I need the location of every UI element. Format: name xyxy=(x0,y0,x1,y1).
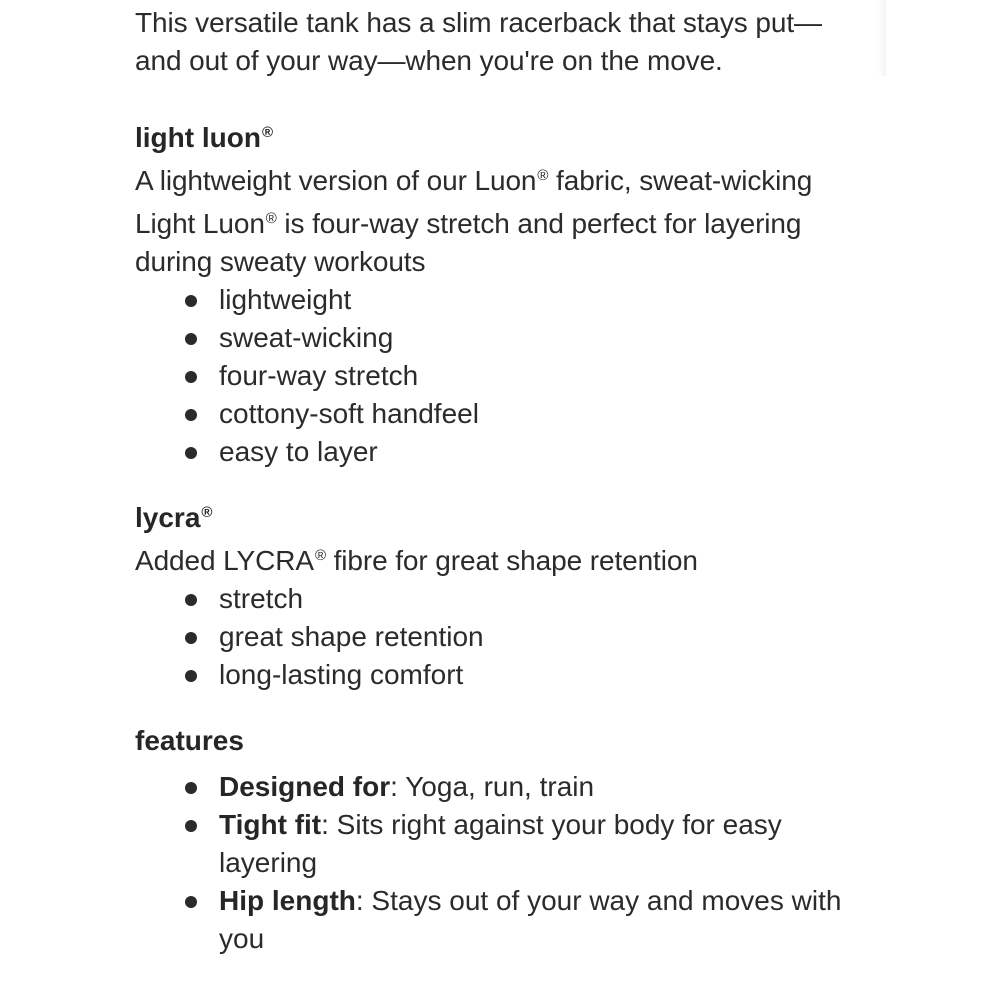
registered-mark: ® xyxy=(261,124,274,141)
lycra-description-part: fibre for great shape retention xyxy=(325,545,698,576)
feature-label: Tight fit xyxy=(219,809,322,840)
list-item-text: cottony-soft handfeel xyxy=(219,398,479,429)
bullet-icon xyxy=(185,333,197,345)
feature-item xyxy=(219,768,865,806)
bullet-icon xyxy=(185,447,197,459)
registered-mark: ® xyxy=(201,504,213,521)
bullet-icon xyxy=(185,295,197,307)
feature-item xyxy=(219,882,865,958)
feature-text: : Sits right against your body for easy layering xyxy=(219,809,782,878)
list-item-text: long-lasting comfort xyxy=(219,659,464,690)
list-item xyxy=(219,395,865,433)
scroll-edge xyxy=(878,0,886,76)
lycra-heading-text: lycra xyxy=(135,502,201,533)
bullet-icon xyxy=(185,896,197,908)
bullet-icon xyxy=(185,782,197,794)
light-luon-description-part: is four-way stretch and perfect for layering during sweaty workouts xyxy=(135,208,802,277)
feature-item xyxy=(219,806,865,882)
bullet-icon xyxy=(185,371,197,383)
bullet-icon xyxy=(185,594,197,606)
registered-mark: ® xyxy=(265,210,277,227)
list-item xyxy=(219,618,865,656)
lycra-section xyxy=(135,494,865,694)
lycra-description-part: Added LYCRA xyxy=(135,545,314,576)
intro-text: This versatile tank has a slim racerback that stays put—and out of your way—when you're on the move. xyxy=(135,7,822,76)
list-item xyxy=(219,656,865,694)
light-luon-description xyxy=(135,157,865,281)
bullet-icon xyxy=(185,409,197,421)
bullet-icon xyxy=(185,820,197,832)
light-luon-heading xyxy=(135,114,865,157)
light-luon-heading-text: light luon xyxy=(135,122,261,153)
features-section xyxy=(135,722,865,958)
feature-label: Designed for xyxy=(219,771,391,802)
bullet-icon xyxy=(185,632,197,644)
list-item xyxy=(219,281,865,319)
registered-mark: ® xyxy=(537,167,549,184)
list-item-text: stretch xyxy=(219,583,304,614)
list-item-text: sweat-wicking xyxy=(219,322,394,353)
lycra-heading xyxy=(135,494,865,537)
feature-label: Hip length xyxy=(219,885,356,916)
light-luon-list xyxy=(135,281,865,471)
lycra-list xyxy=(135,580,865,694)
list-item xyxy=(219,433,865,471)
feature-text: : Yoga, run, train xyxy=(390,771,595,802)
light-luon-description-part: fabric, sweat-wicking Light Luon xyxy=(135,165,813,239)
lycra-description xyxy=(135,537,865,580)
list-item-text: easy to layer xyxy=(219,436,378,467)
features-heading: features xyxy=(135,725,244,756)
feature-text: : Stays out of your way and moves with you xyxy=(219,885,842,954)
bullet-icon xyxy=(185,670,197,682)
features-list xyxy=(135,768,865,958)
list-item-text: lightweight xyxy=(219,284,352,315)
registered-mark: ® xyxy=(314,547,326,564)
list-item-text: great shape retention xyxy=(219,621,484,652)
intro-section xyxy=(135,4,865,80)
list-item xyxy=(219,319,865,357)
list-item xyxy=(219,580,865,618)
list-item-text: four-way stretch xyxy=(219,360,419,391)
light-luon-description-part: A lightweight version of our Luon xyxy=(135,165,537,196)
light-luon-section xyxy=(135,114,865,471)
list-item xyxy=(219,357,865,395)
